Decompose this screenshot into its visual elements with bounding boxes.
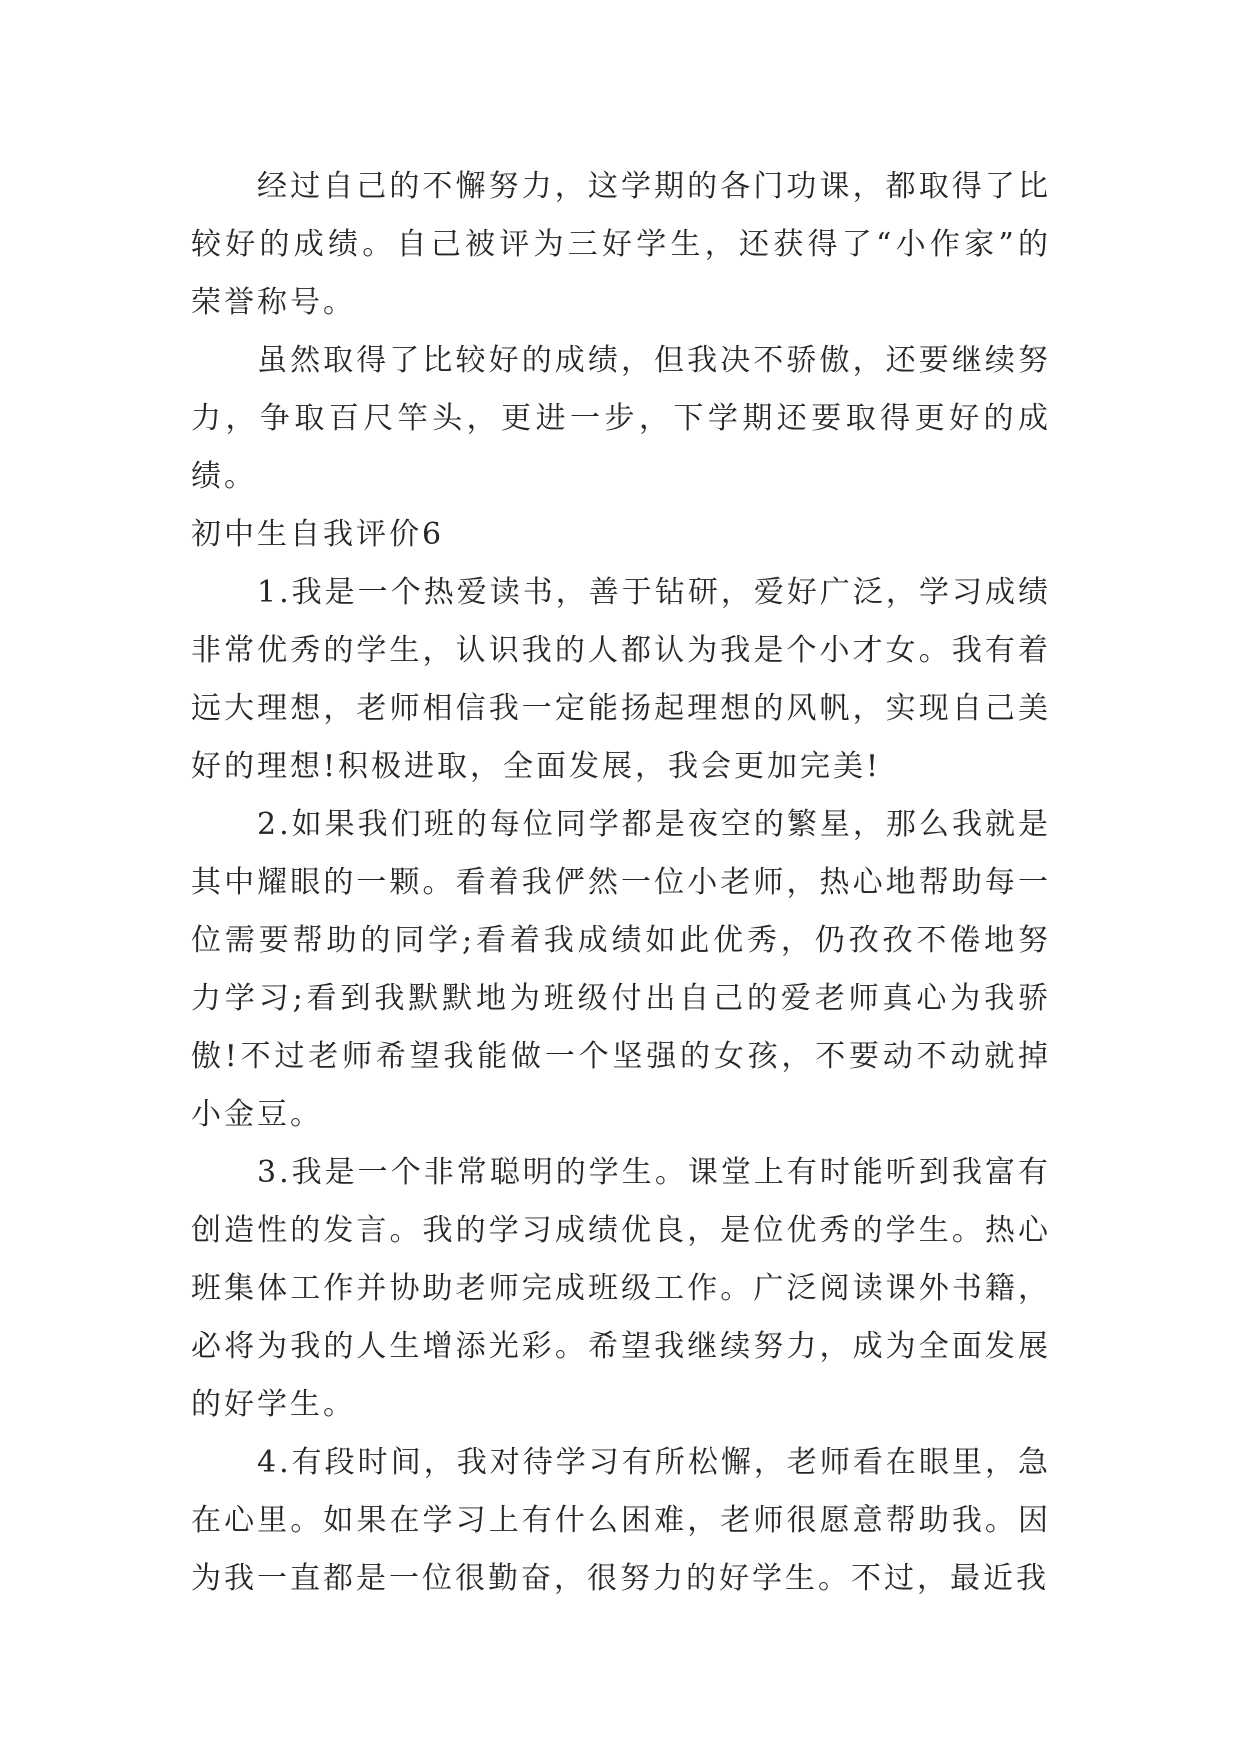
list-item-1: 1.我是一个热爱读书，善于钻研，爱好广泛，学习成绩非常优秀的学生，认识我的人都认为我是个小才女。我有着远大理想，老师相信我一定能扬起理想的风帆，实现自己美好的理想!积极进取，全面发展，我会更加完美! xyxy=(191,575,1051,784)
list-item-4: 4.有段时间，我对待学习有所松懈，老师看在眼里，急在心里。如果在学习上有什么困难，老师很愿意帮助我。因为我一直都是一位很勤奋，很努力的好学生。不过，最近我 xyxy=(191,1445,1051,1596)
document-body xyxy=(191,158,1051,1608)
section-heading: 初中生自我评价6 xyxy=(191,517,445,552)
list-item-2: 2.如果我们班的每位同学都是夜空的繁星，那么我就是其中耀眼的一颗。看着我俨然一位小老师，热心地帮助每一位需要帮助的同学;看着我成绩如此优秀，仍孜孜不倦地努力学习;看到我默默地为班级付出自己的爱老师真心为我骄傲!不过老师希望我能做一个坚强的女孩，不要动不动就掉小金豆。 xyxy=(191,807,1051,1132)
list-item-3: 3.我是一个非常聪明的学生。课堂上有时能听到我富有创造性的发言。我的学习成绩优良，是位优秀的学生。热心班集体工作并协助老师完成班级工作。广泛阅读课外书籍，必将为我的人生增添光彩。希望我继续努力，成为全面发展的好学生。 xyxy=(191,1155,1051,1422)
paragraph-resolution: 虽然取得了比较好的成绩，但我决不骄傲，还要继续努力，争取百尺竿头，更进一步，下学期还要取得更好的成绩。 xyxy=(191,343,1051,494)
paragraph-achievements: 经过自己的不懈努力，这学期的各门功课，都取得了比较好的成绩。自己被评为三好学生，还获得了“小作家”的荣誉称号。 xyxy=(191,169,1051,320)
